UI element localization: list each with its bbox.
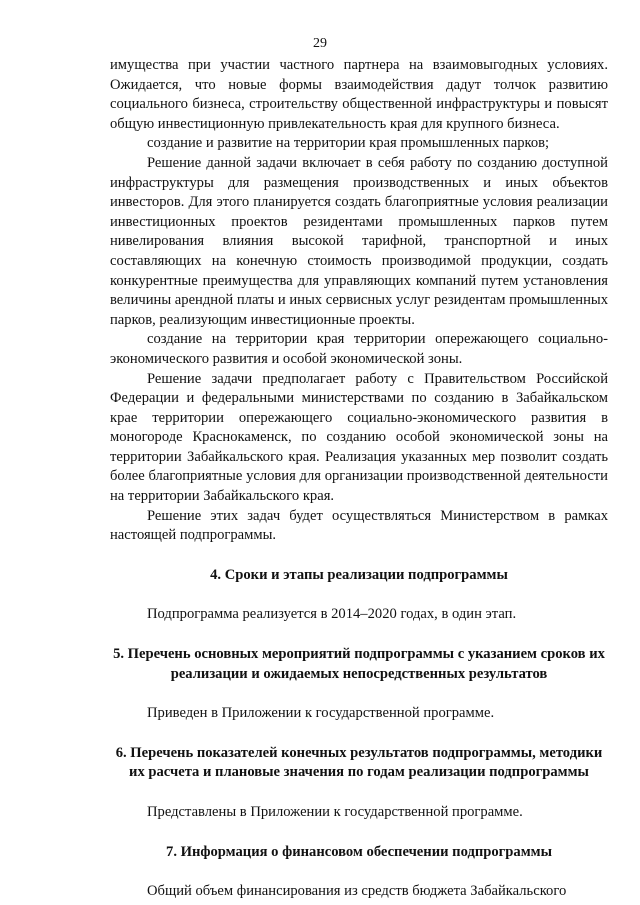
paragraph: Приведен в Приложении к государственной программе. (147, 705, 495, 722)
section-heading: 6. Перечень показателей конечных результатов подпрограммы, методики их расчета и плановые значения по годам реализации подпрограммы (115, 744, 603, 781)
paragraph: Решение данной задачи включает в себя работу по созданию доступной инфраструктуры для размещения производственных и иных объектов инвесторов. Для этого планируется создать благоприятные условия реализации инвестиционных проектов резидентами промышленных парков путем нивелирования влияния высокой тарифной, транспортной и иных составляющих на конечную стоимость производимой продукции, создать конкурентные преимущества для управляющих компаний путем установления величины арендной платы и иных сервисных услуг резидентам промышленных парков, реализующим инвестиционные проекты. (110, 154, 608, 328)
paragraph: Представлены в Приложении к государственной программе. (147, 804, 523, 820)
paragraph: Общий объем финансирования из средств бюджета Забайкальского (147, 883, 567, 900)
paragraph: имущества при участии частного партнера на взаимовыгодных условиях. Ожидается, что новые формы взаимодействия дадут толчок развитию социального бизнеса, строительству общественной инфраструктуры и повысят общую инвестиционную привлекательность края для крупного бизнеса. (110, 57, 608, 132)
paragraph: Решение задачи предполагает работу с Правительством Российской Федерации и федеральными министерствами по созданию в Забайкальском крае территории опережающего социально-экономического развития в моногороде Краснокаменск, по созданию особой экономической зоны на территории Забайкальского края. Реализация указанных мер позволит создать более благоприятные условия для организации производственной деятельности на территории Забайкальского края. (110, 370, 608, 505)
document-body (110, 56, 608, 902)
section-heading: 5. Перечень основных мероприятий подпрограммы с указанием сроков их реализации и ожидаемых непосредственных результатов (113, 646, 605, 682)
paragraph: Решение этих задач будет осуществляться Министерством в рамках настоящей подпрограммы. (110, 507, 608, 544)
paragraph: Подпрограмма реализуется в 2014–2020 годах, в один этап. (147, 606, 517, 623)
page-number: 29 (313, 36, 327, 51)
section-heading: 7. Информация о финансовом обеспечении подпрограммы (166, 843, 552, 860)
paragraph: создание на территории края территории опережающего социально-экономического развития и особой экономической зоны. (110, 331, 608, 367)
section-heading: 4. Сроки и этапы реализации подпрограммы (210, 566, 508, 583)
paragraph: создание и развитие на территории края промышленных парков; (147, 135, 550, 152)
